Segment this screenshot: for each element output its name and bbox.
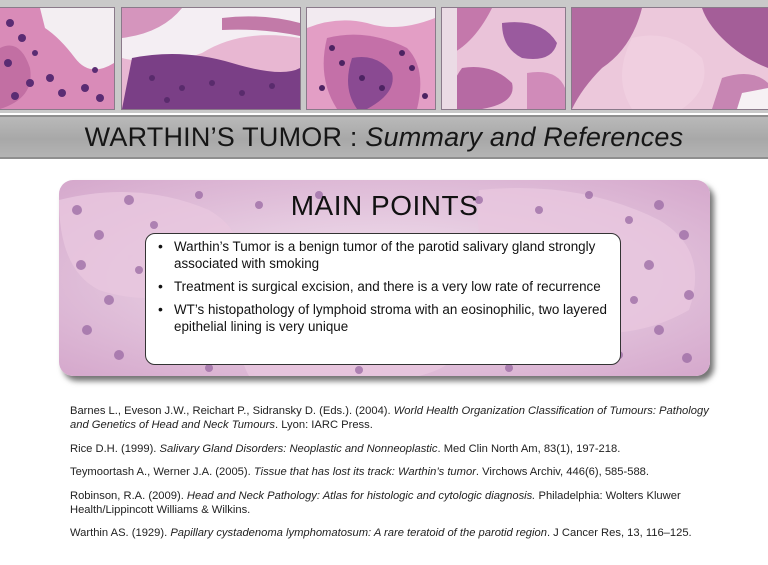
main-point-item: • Treatment is surgical excision, and there is a very low rate of recurrence <box>174 278 608 295</box>
reference-title: Papillary cystadenoma lymphomatosum: A rare teratoid of the parotid region <box>170 527 547 539</box>
reference-item <box>70 489 710 517</box>
histology-image-5 <box>572 8 768 109</box>
title-bar <box>0 115 768 159</box>
histology-image-2 <box>122 8 300 109</box>
reference-item <box>70 442 710 456</box>
reference-title: Salivary Gland Disorders: Neoplastic and Nonneoplastic <box>159 442 438 455</box>
reference-item <box>70 465 710 479</box>
reference-title: Tissue that has lost its track: Warthin’s tumor <box>253 466 476 478</box>
page-title-subtitle: Summary and References <box>365 121 684 152</box>
main-points-list <box>174 238 608 335</box>
reference-title: World Health Organization Classification of Tumours: Pathology and Genetics of Head and Neck Tumours <box>70 405 709 431</box>
reference-source: . Med Clin North Am, 83(1), 197-218. <box>437 442 621 455</box>
reference-authors: Rice D.H. (1999). <box>70 442 160 455</box>
reference-authors: Teymoortash A., Werner J.A. (2005). <box>70 466 254 478</box>
histology-image-strip <box>0 0 768 113</box>
main-points-panel <box>59 180 710 376</box>
reference-source: . J Cancer Res, 13, 116–125. <box>546 527 692 539</box>
reference-item <box>70 404 710 432</box>
histology-image-3 <box>307 8 435 109</box>
page-title <box>85 122 684 153</box>
reference-source: . Virchows Archiv, 446(6), 585-588. <box>475 466 649 478</box>
main-point-item: • WT’s histopathology of lymphoid stroma with an eosinophilic, two layered epithelial lining is very unique <box>174 301 608 335</box>
references-list <box>70 404 710 550</box>
reference-source: Philadelphia: Wolters Kluwer Health/Lippincott Williams & Wilkins. <box>70 489 681 516</box>
page-title-main: WARTHIN’S TUMOR : <box>84 121 366 152</box>
histology-image-1 <box>0 8 114 109</box>
main-points-box <box>145 233 621 365</box>
histology-image-4 <box>442 8 565 109</box>
reference-authors: Barnes L., Eveson J.W., Reichart P., Sidransky D. (Eds.). (2004). <box>70 405 394 417</box>
reference-item <box>70 526 710 540</box>
reference-source: . Lyon: IARC Press. <box>275 419 373 431</box>
reference-authors: Robinson, R.A. (2009). <box>70 489 187 502</box>
reference-authors: Warthin AS. (1929). <box>70 527 171 539</box>
main-point-item: • Warthin’s Tumor is a benign tumor of the parotid salivary gland strongly associated with smoking <box>174 238 608 272</box>
main-points-heading: MAIN POINTS <box>290 190 479 221</box>
reference-title: Head and Neck Pathology: Atlas for histologic and cytologic diagnosis. <box>186 489 536 502</box>
